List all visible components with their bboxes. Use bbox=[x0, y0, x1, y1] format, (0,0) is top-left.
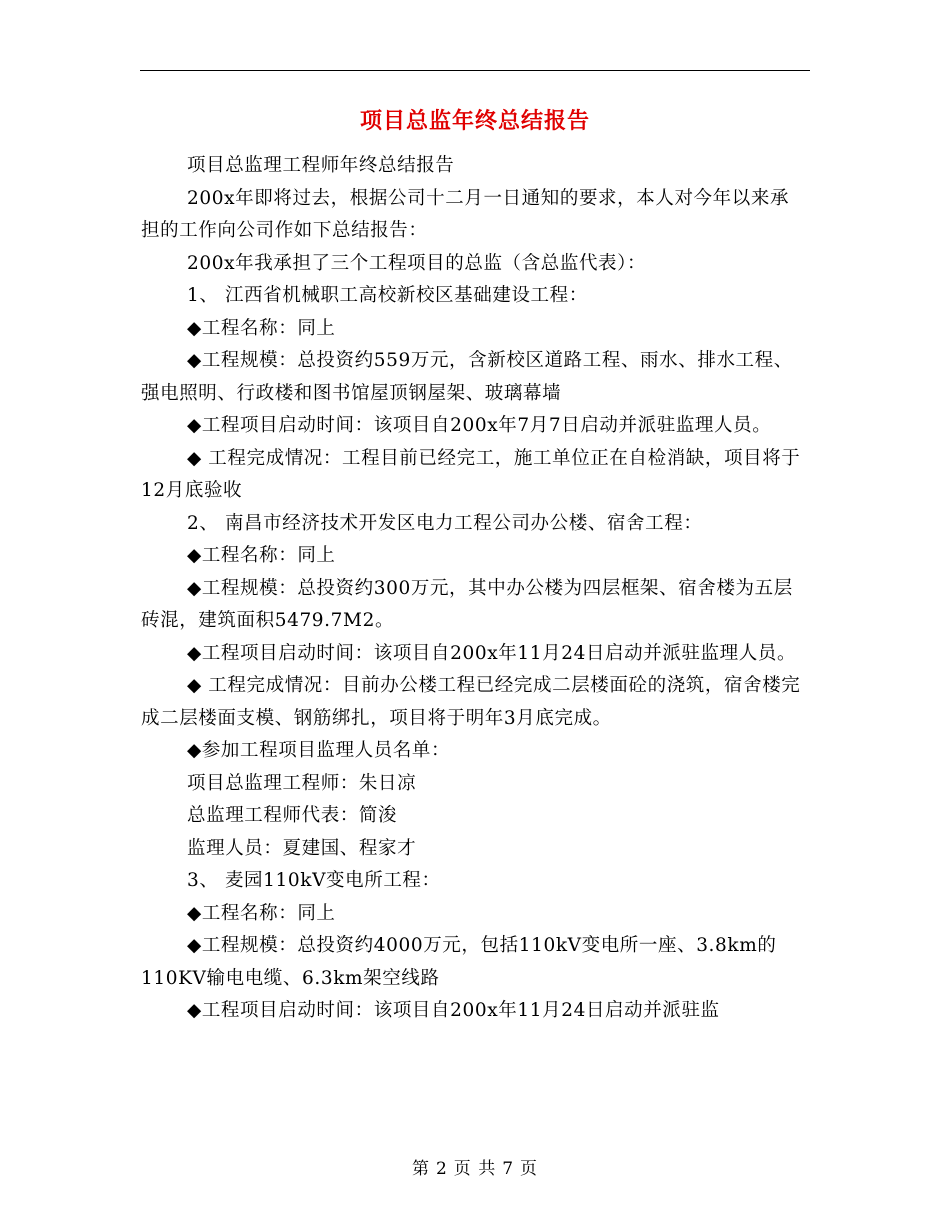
paragraph: 3、 麦园110kV变电所工程： bbox=[187, 870, 441, 891]
paragraph: ◆工程项目启动时间：该项目自200x年7月7日启动并派驻监理人员。 bbox=[187, 415, 772, 436]
document-title: 项目总监年终总结报告 bbox=[359, 108, 590, 134]
footer-suffix: 页 bbox=[520, 1159, 539, 1179]
paragraph: ◆工程规模：总投资约4000万元，包括110kV变电所一座、3.8km的110KV输电电缆、6.3km架空线路 bbox=[141, 935, 777, 989]
paragraph: ◆参加工程项目监理人员名单： bbox=[187, 740, 451, 761]
document-body bbox=[141, 150, 801, 1028]
paragraph: ◆工程项目启动时间：该项目自200x年11月24日启动并派驻监理人员。 bbox=[187, 642, 797, 664]
header-rule bbox=[140, 70, 810, 71]
paragraph: 200x年即将过去，根据公司十二月一日通知的要求，本人对今年以来承担的工作向公司作如下总结报告： bbox=[141, 187, 790, 241]
paragraph: 200x年我承担了三个工程项目的总监（含总监代表）： bbox=[187, 252, 647, 274]
paragraph: ◆工程项目启动时间：该项目自200x年11月24日启动并派驻监 bbox=[187, 1000, 720, 1021]
paragraph: ◆工程名称：同上 bbox=[187, 902, 336, 924]
paragraph: 项目总监理工程师：朱日凉 bbox=[187, 772, 417, 794]
paragraph: 监理人员：夏建国、程家才 bbox=[187, 837, 417, 859]
paragraph: 2、 南昌市经济技术开发区电力工程公司办公楼、宿舍工程： bbox=[187, 512, 703, 534]
paragraph: ◆工程名称：同上 bbox=[187, 545, 336, 566]
paragraph: ◆工程规模：总投资约300万元，其中办公楼为四层框架、宿舍楼为五层砖混，建筑面积5479.7M2。 bbox=[141, 577, 793, 631]
paragraph: ◆工程名称：同上 bbox=[187, 317, 336, 339]
paragraph: ◆ 工程完成情况：目前办公楼工程已经完成二层楼面砼的浇筑，宿舍楼完成二层楼面支模、钢筋绑扎，项目将于明年3月底完成。 bbox=[141, 675, 801, 729]
paragraph: ◆ 工程完成情况：工程目前已经完工，施工单位正在自检消缺，项目将于12月底验收 bbox=[141, 447, 801, 501]
paragraph: 总监理工程师代表：简浚 bbox=[187, 805, 398, 826]
footer-middle: 页 共 bbox=[453, 1159, 497, 1179]
paragraph: ◆工程规模：总投资约559万元，含新校区道路工程、雨水、排水工程、强电照明、行政楼和图书馆屋顶钢屋架、玻璃幕墙 bbox=[141, 350, 793, 404]
paragraph: 项目总监理工程师年终总结报告 bbox=[187, 155, 455, 176]
footer-prefix: 第 bbox=[411, 1159, 430, 1179]
paragraph: 1、 江西省机械职工高校新校区基础建设工程： bbox=[187, 285, 588, 306]
page-number: 2 bbox=[435, 1159, 448, 1179]
page-total: 7 bbox=[502, 1159, 515, 1179]
page-footer bbox=[0, 1154, 950, 1179]
